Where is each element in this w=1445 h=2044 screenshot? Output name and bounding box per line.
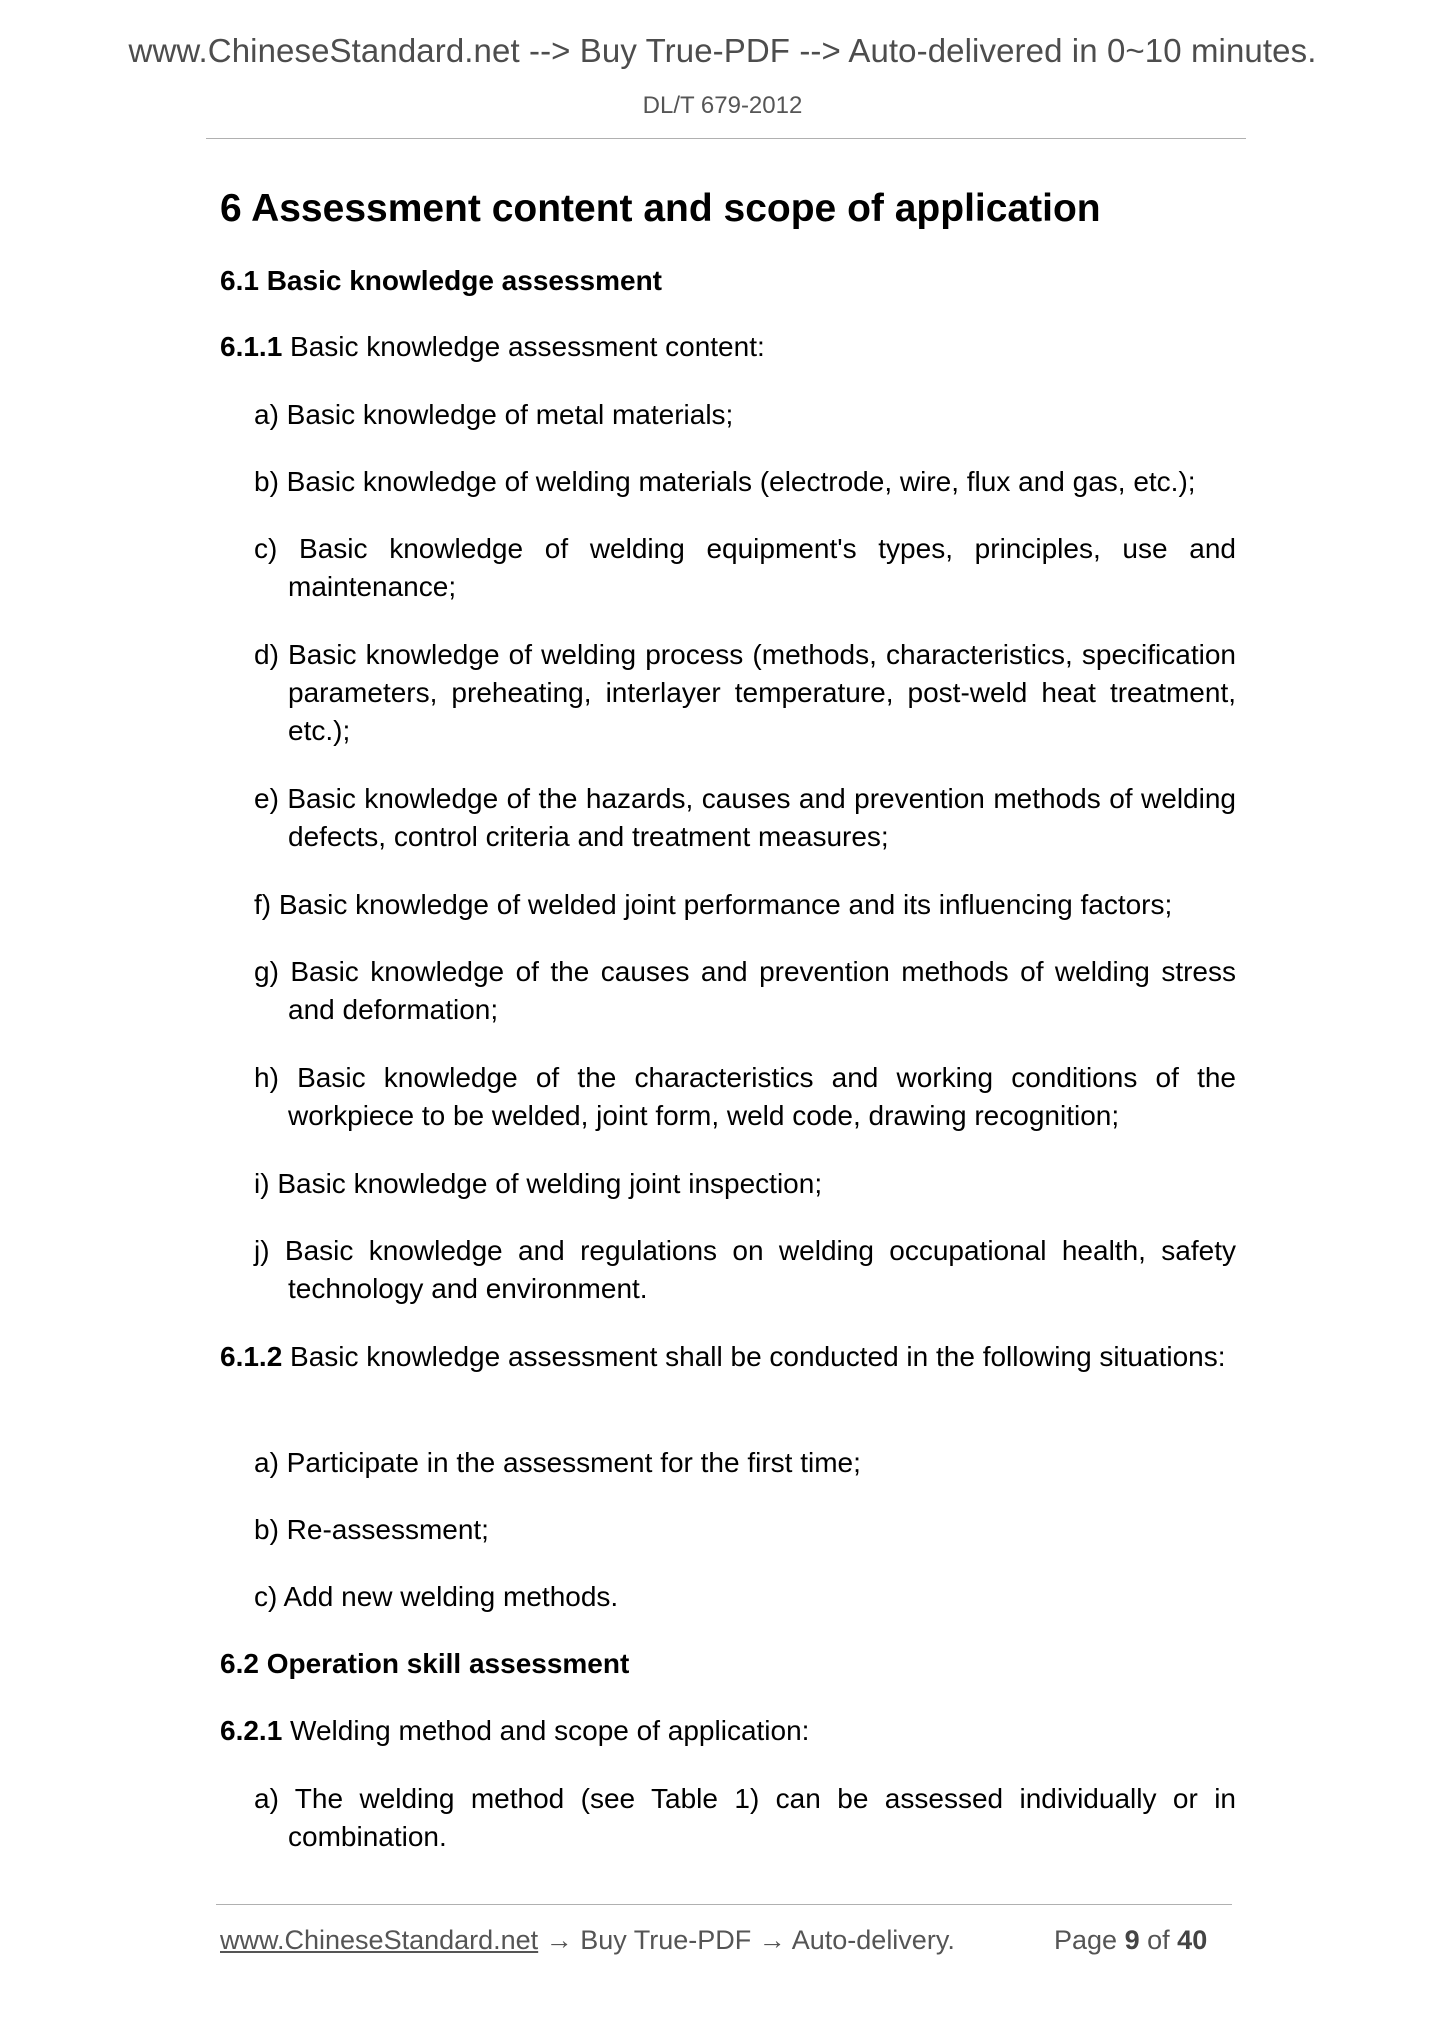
list-item: a) Basic knowledge of metal materials;: [254, 399, 734, 430]
subsection-heading-6-1: 6.1 Basic knowledge assessment: [220, 265, 662, 296]
list-item: c) Basic knowledge of welding equipment's types, principles, use and maintenance;: [254, 533, 1236, 602]
page-indicator: [1054, 1925, 1207, 1956]
page-label: Page: [1054, 1925, 1118, 1955]
clause-6-2-1: [220, 1712, 1232, 1750]
clause-text: Basic knowledge assessment content:: [282, 331, 765, 362]
clause-6-1-1: [220, 328, 1232, 366]
clause-text: Basic knowledge assessment shall be conducted in the following situations:: [282, 1341, 1226, 1372]
page-number: 9: [1124, 1925, 1140, 1955]
footer-divider: [216, 1904, 1232, 1905]
subsection-heading-6-2: 6.2 Operation skill assessment: [220, 1648, 630, 1679]
page-total: 40: [1177, 1925, 1208, 1955]
list-item: i) Basic knowledge of welding joint inspection;: [254, 1168, 823, 1199]
list-item: a) Participate in the assessment for the first time;: [254, 1447, 861, 1478]
list-item: d) Basic knowledge of welding process (methods, characteristics, specification parameters, preheating, interlayer temperature, post-weld heat treatment, etc.);: [254, 639, 1236, 746]
list-item: e) Basic knowledge of the hazards, causes and prevention methods of welding defects, control criteria and treatment measures;: [254, 783, 1236, 852]
list-item: b) Basic knowledge of welding materials (electrode, wire, flux and gas, etc.);: [254, 466, 1196, 497]
clause-number: 6.1.1: [220, 331, 283, 362]
header-divider: [206, 138, 1246, 139]
list-item: a) The welding method (see Table 1) can be assessed individually or in combination.: [254, 1783, 1236, 1852]
list-item: j) Basic knowledge and regulations on welding occupational health, safety technology and environment.: [254, 1235, 1236, 1304]
clause-text: Welding method and scope of application:: [282, 1715, 810, 1746]
list-item: h) Basic knowledge of the characteristics and working conditions of the workpiece to be welded, joint form, weld code, drawing recognition;: [254, 1062, 1236, 1131]
footer-left: [220, 1925, 955, 1956]
footer-website-link[interactable]: www.ChineseStandard.net: [220, 1925, 539, 1955]
list-item: b) Re-assessment;: [254, 1514, 489, 1545]
list-item: c) Add new welding methods.: [254, 1581, 619, 1612]
clause-number: 6.2.1: [220, 1715, 283, 1746]
document-code: DL/T 679-2012: [642, 92, 803, 119]
list-item: g) Basic knowledge of the causes and prevention methods of welding stress and deformation;: [254, 956, 1236, 1025]
list-item: f) Basic knowledge of welded joint performance and its influencing factors;: [254, 889, 1173, 920]
clause-number: 6.1.2: [220, 1341, 283, 1372]
clause-6-1-2: [220, 1338, 1232, 1376]
section-title: 6 Assessment content and scope of application: [220, 187, 1101, 230]
footer-tagline: → Buy True-PDF → Auto-delivery.: [538, 1925, 955, 1955]
header-banner: www.ChineseStandard.net --> Buy True-PDF --> Auto-delivered in 0~10 minutes.: [128, 32, 1317, 69]
of-label: of: [1147, 1925, 1170, 1955]
